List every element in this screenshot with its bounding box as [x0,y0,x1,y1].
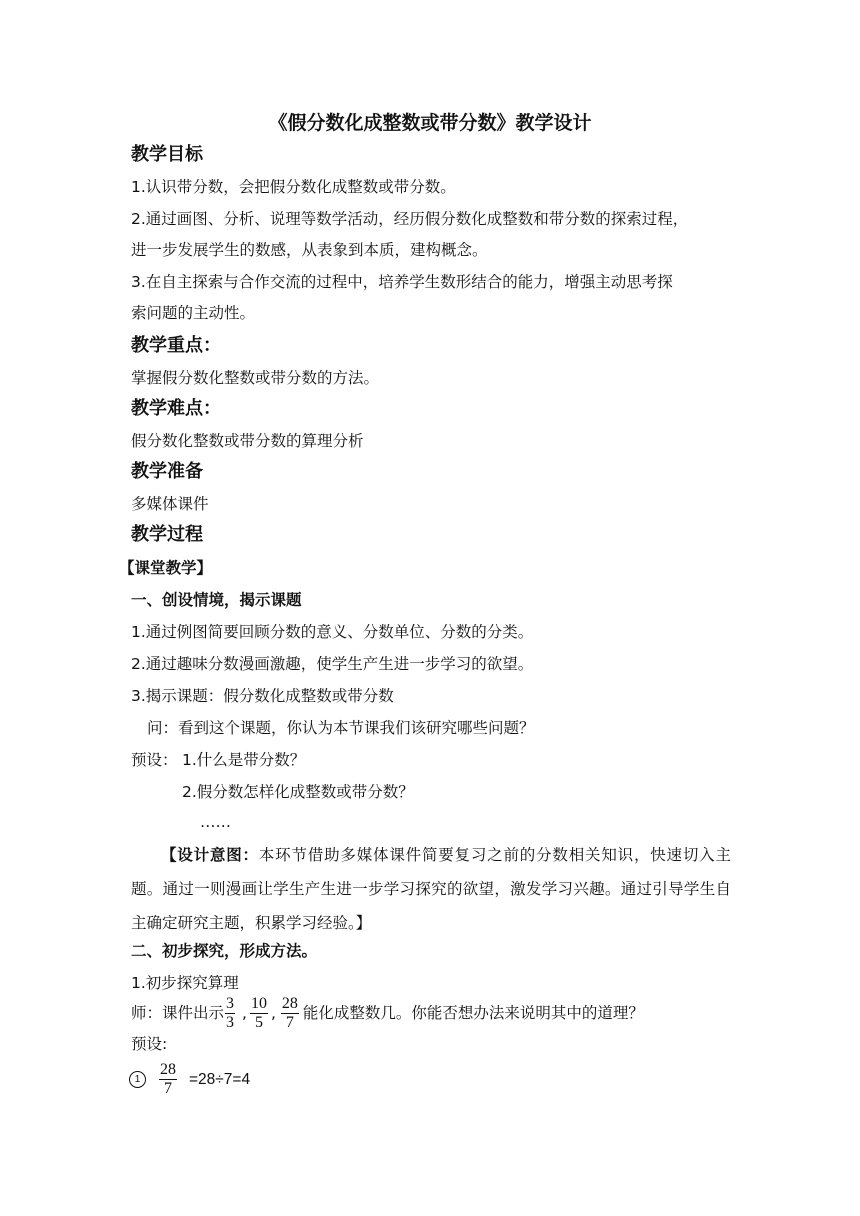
fraction-numerator: 10 [250,995,267,1012]
preset-item: 2.假分数怎样化成整数或带分数？ [182,783,414,801]
preset-label: 预设： [131,751,178,769]
fraction-denominator: 7 [164,1080,172,1098]
preparation-text: 多媒体课件 [131,495,209,513]
circled-number-marker: 1 [129,1071,146,1088]
fraction-28-7 [281,995,299,1032]
fraction-separator: , [242,1004,247,1022]
difficulties-heading: 教学难点： [131,398,221,419]
section1-heading: 一、创设情境，揭示课题 [131,591,302,609]
objective-line: 2.通过画图、分析、说理等数学活动，经历假分数化成整数和带分数的探索过程， [131,210,689,228]
fraction-numerator: 28 [281,995,298,1012]
ellipsis: …… [200,813,231,831]
teacher-suffix: 能化成整数几。你能否想办法来说明其中的道理？ [302,1004,644,1022]
fraction-numerator: 3 [226,995,235,1012]
fraction-28-7-example [159,1061,177,1098]
fraction-denominator: 5 [254,1014,263,1031]
fraction-denominator: 3 [226,1014,235,1031]
example-1 [129,1060,250,1100]
objective-line: 3.在自主探索与合作交流的过程中，培养学生数形结合的能力，增强主动思考探 [131,273,673,291]
fraction-10-5 [250,995,268,1032]
section1-question: 问：看到这个课题，你认为本节课我们该研究哪些问题？ [147,719,535,737]
design-intent-label: 【设计意图： [161,846,259,864]
key-points-heading: 教学重点： [131,335,221,356]
process-heading: 教学过程 [131,524,203,545]
objective-line: 进一步发展学生的数感，从表象到本质，建构概念。 [131,241,488,259]
section2-preset-label: 预设: [131,1035,168,1053]
classroom-label: 【课堂教学】 [119,559,213,577]
difficulties-text: 假分数化整数或带分数的算理分析 [131,432,364,450]
fraction-numerator: 28 [160,1061,176,1079]
teacher-prefix: 师：课件出示 [131,1004,225,1022]
section1-item: 1.通过例图简要回顾分数的意义、分数单位、分数的分类。 [131,623,534,641]
section2-sub1: 1.初步探究算理 [131,974,239,992]
section1-item: 3.揭示课题：假分数化成整数或带分数 [131,687,394,705]
objectives-heading: 教学目标 [131,144,203,165]
section1-item: 2.通过趣味分数漫画激趣，使学生产生进一步学习的欲望。 [131,655,534,673]
teacher-line [131,993,644,1033]
fraction-denominator: 7 [285,1014,294,1031]
preparation-heading: 教学准备 [131,461,203,482]
document-title: 《假分数化成整数或带分数》教学设计 [268,112,592,134]
fraction-separator: , [270,1004,276,1022]
key-points-text: 掌握假分数化整数或带分数的方法。 [131,369,380,387]
preset-item: 1.什么是带分数？ [182,751,306,769]
objective-line: 1.认识带分数，会把假分数化成整数或带分数。 [131,178,456,196]
objective-line: 索问题的主动性。 [131,304,256,322]
fraction-3-3 [225,995,235,1032]
example-equation: =28÷7=4 [189,1071,251,1088]
design-intent [131,838,731,940]
section2-heading: 二、初步探究，形成方法。 [131,942,318,960]
design-intent-text: 本环节借助多媒体课件简要复习之前的分数相关知识，快速切入主题。通过一则漫画让学生产生进一步学习探究的欲望，激发学习兴趣。通过引导学生自主确定研究主题，积累学习经验。】 [131,846,731,932]
